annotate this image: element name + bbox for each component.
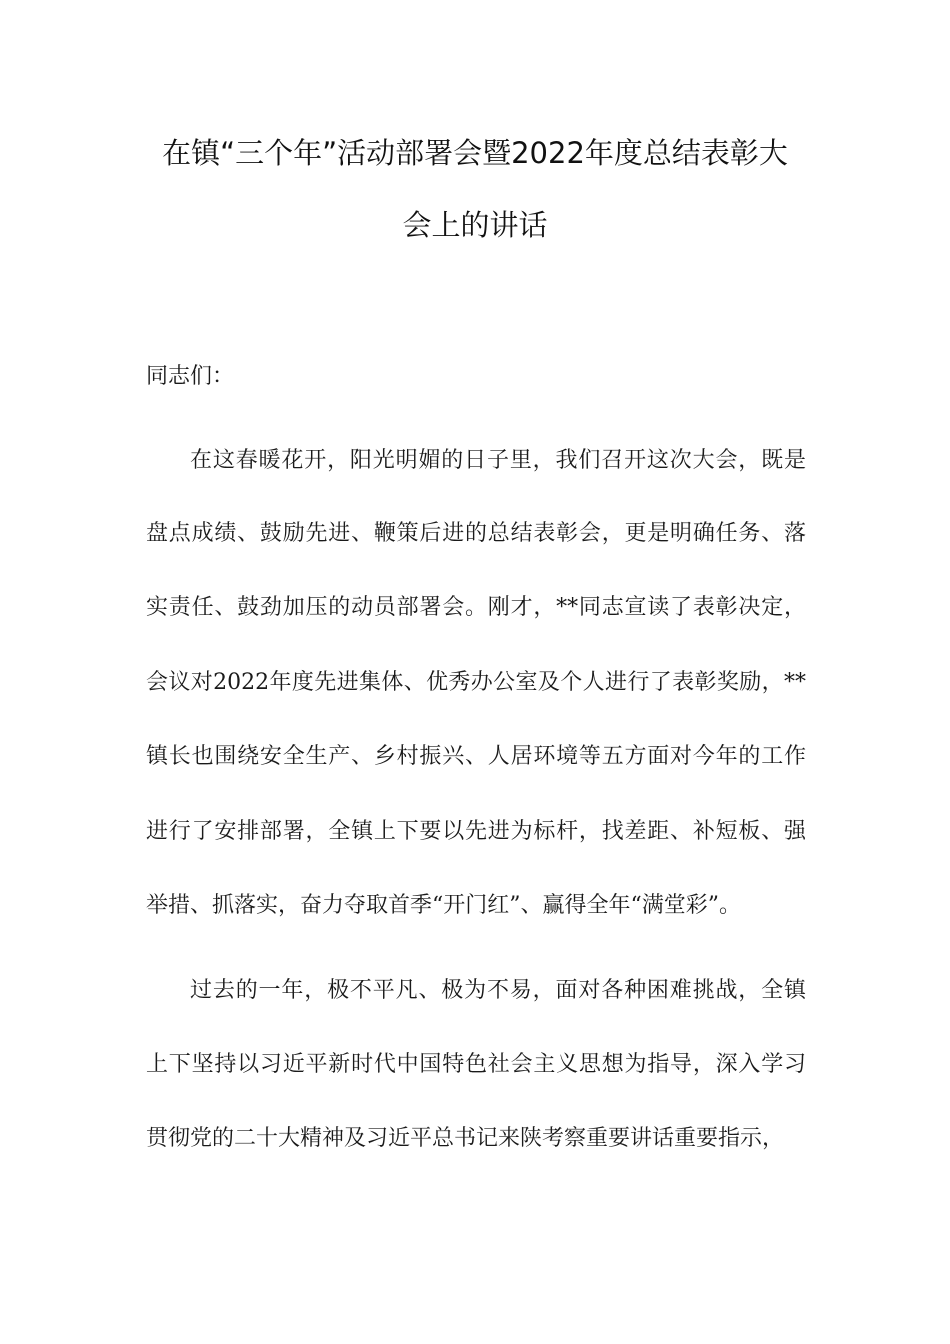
paragraph-1-line-3: 实责任、鼓劲加压的动员部署会。刚才，**同志宣读了表彰决定， <box>146 595 806 620</box>
paragraph-1-line-2: 盘点成绩、鼓励先进、鞭策后进的总结表彰会，更是明确任务、落 <box>146 521 806 546</box>
paragraph-1-line-5: 镇长也围绕安全生产、乡村振兴、人居环境等五方面对今年的工作 <box>146 744 806 769</box>
paragraph-1-line-4: 会议对2022年度先进集体、优秀办公室及个人进行了表彰奖励，** <box>146 670 806 695</box>
paragraph-2-line-2: 上下坚持以习近平新时代中国特色社会主义思想为指导，深入学习 <box>146 1052 806 1077</box>
paragraph-2-line-3: 贯彻党的二十大精神及习近平总书记来陕考察重要讲话重要指示， <box>146 1126 785 1151</box>
paragraph-2-line-1: 过去的一年，极不平凡、极为不易，面对各种困难挑战，全镇 <box>190 978 806 1003</box>
document-title-line-2: 会上的讲话 <box>402 208 548 242</box>
paragraph-1-line-6: 进行了安排部署，全镇上下要以先进为标杆，找差距、补短板、强 <box>146 819 806 844</box>
salutation: 同志们： <box>146 364 235 389</box>
paragraph-1-line-1: 在这春暖花开，阳光明媚的日子里，我们召开这次大会，既是 <box>190 448 806 473</box>
paragraph-1-line-7: 举措、抓落实，奋力夺取首季“开门红”、赢得全年“满堂彩”。 <box>146 893 741 918</box>
document-title-line-1: 在镇“三个年”活动部署会暨2022年度总结表彰大 <box>162 136 788 170</box>
